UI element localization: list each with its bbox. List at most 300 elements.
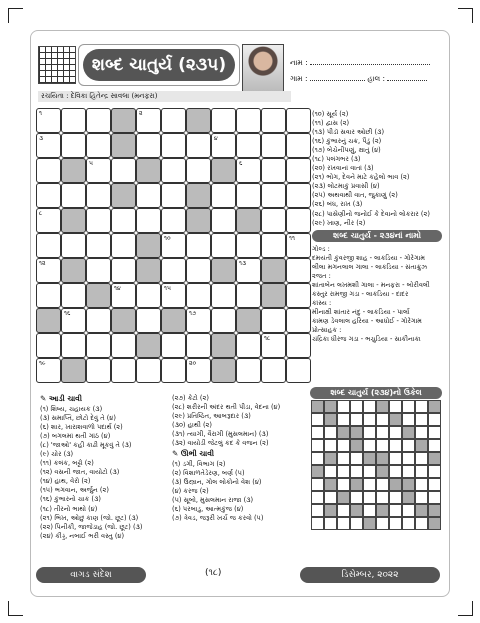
grid-cell[interactable] (261, 233, 286, 258)
grid-cell[interactable] (236, 333, 261, 358)
grid-cell[interactable] (211, 183, 236, 208)
grid-cell (186, 108, 211, 133)
answer-cell (350, 478, 363, 491)
author-credit: રચયિતા : દેવિકા હિતેન્દ્ર સાવલા (મનફરા) (38, 91, 291, 102)
grid-cell[interactable] (161, 183, 186, 208)
grid-cell[interactable] (261, 358, 286, 383)
crop-mark-bl (8, 601, 23, 616)
answer-cell (337, 400, 350, 413)
answer-cell (350, 504, 363, 517)
answer-cell (350, 400, 363, 413)
pencil-icon: ✎ (172, 449, 181, 458)
clue-item: (૧૮) પલંગભર (૩) (312, 155, 361, 164)
clue-item: (૨૧) ભિખ, ઓછું કાણ (જો. છૂટ) (૩) (40, 513, 139, 522)
clue-number: ૧૦ (164, 235, 171, 242)
clue-item: (૭) બગલમાં થતી ગાંઠ (૪) (40, 432, 111, 441)
grid-cell[interactable] (86, 108, 111, 133)
answer-cell (428, 491, 441, 504)
crop-mark-tl (8, 8, 23, 23)
grid-cell[interactable] (236, 158, 261, 183)
answer-cell (389, 439, 402, 452)
answer-cell (389, 400, 402, 413)
answer-cell (337, 491, 350, 504)
answer-cell (337, 517, 350, 530)
answer-cell (363, 439, 376, 452)
clue-number: ૧૭ (189, 310, 197, 317)
clue-item: (૩) સમાપ્તિ, છોટો દેવું તે (૪) (40, 414, 116, 423)
answer-cell (337, 439, 350, 452)
answer-cell (415, 413, 428, 426)
grid-cell[interactable] (286, 258, 311, 283)
clue-item: (૧૬) કુંભારનું ચક્ર, પૈડું (૨) (312, 137, 382, 146)
answer-cell (363, 452, 376, 465)
grid-cell[interactable] (111, 258, 136, 283)
answer-cell (376, 439, 389, 452)
grid-cell[interactable] (186, 333, 211, 358)
clue-item: (૧૮) તીરનો ભાથો (૪) (40, 504, 98, 513)
grid-cell[interactable] (86, 333, 111, 358)
grid-cell[interactable] (161, 233, 186, 258)
grid-cell[interactable] (136, 108, 161, 133)
clue-item: (૧૩) પીડૉ સવાર ઓછી (૩) (312, 128, 385, 137)
grid-cell[interactable] (211, 283, 236, 308)
grid-cell[interactable] (36, 208, 61, 233)
clue-number: ૧૫ (164, 285, 171, 292)
answer-cell (311, 465, 324, 478)
grid-cell (186, 208, 211, 233)
answer-cell (337, 504, 350, 517)
answer-cell (415, 452, 428, 465)
name-line (310, 64, 430, 65)
grid-cell (236, 308, 261, 333)
grid-cell[interactable] (286, 208, 311, 233)
answer-cell (402, 517, 415, 530)
answer-cell (428, 465, 441, 478)
grid-cell[interactable] (186, 133, 211, 158)
grid-cell[interactable] (286, 308, 311, 333)
grid-cell[interactable] (236, 108, 261, 133)
answer-cell (389, 465, 402, 478)
grid-cell[interactable] (61, 183, 86, 208)
answer-cell (389, 491, 402, 504)
answer-cell (350, 465, 363, 478)
answer-cell (350, 517, 363, 530)
grid-cell (211, 258, 236, 283)
answer-cell (311, 400, 324, 413)
clue-item: (૨૨) પિનીકી, જાજેડાહ (જો. છૂટ) (૩) (40, 522, 143, 531)
pencil-icon: ✎ (40, 394, 49, 403)
grid-cell[interactable] (86, 183, 111, 208)
grid-cell[interactable] (136, 358, 161, 383)
grid-cell[interactable] (161, 108, 186, 133)
answer-cell (376, 413, 389, 426)
down-heading: ✎ ઊભી ચાવી (172, 449, 215, 458)
grid-cell (111, 108, 136, 133)
answer-cell (311, 478, 324, 491)
grid-cell[interactable] (36, 108, 61, 133)
clue-item: (૧) ડગી, વિભાગ (૨) (172, 460, 226, 468)
grid-cell[interactable] (111, 333, 136, 358)
clue-item: (૧૫) ભગવાન, અર્જુન (૨) (40, 486, 109, 495)
grid-cell (36, 308, 61, 333)
right-clue-list (312, 110, 452, 228)
grid-cell[interactable] (86, 158, 111, 183)
across-clue-list (40, 405, 180, 541)
grid-cell (111, 183, 136, 208)
grid-cell[interactable] (186, 283, 211, 308)
answer-cell (428, 452, 441, 465)
grid-cell[interactable] (261, 183, 286, 208)
village-line (310, 80, 365, 81)
grid-cell[interactable] (36, 333, 61, 358)
grid-cell[interactable] (236, 133, 261, 158)
grid-cell[interactable] (136, 308, 161, 333)
name-field[interactable] (290, 58, 430, 68)
answer-cell (363, 465, 376, 478)
grid-cell[interactable] (111, 233, 136, 258)
answer-cell (311, 452, 324, 465)
crossword-logo (38, 46, 76, 84)
across-heading: ✎ આડી ચાવી (40, 394, 82, 403)
down-clue-list (172, 460, 312, 523)
answer-cell (350, 452, 363, 465)
grid-cell[interactable] (236, 233, 261, 258)
clue-item: દમયંતી કુંવરજી શાહ - લાકડિયા - ગોરેગામ (312, 254, 426, 263)
answer-cell (324, 504, 337, 517)
grid-cell[interactable] (111, 208, 136, 233)
grid-cell (61, 358, 86, 383)
clue-item: (૧૭) બેચેનીપણું, ક્ષાતું (૪) (312, 146, 381, 155)
answer-cell (376, 465, 389, 478)
clue-item: લીલા મગનલાલ ગાલા - લાકડિયા - સંતાક્રુઝ (312, 263, 428, 272)
answer-cell (402, 400, 415, 413)
grid-cell[interactable] (261, 133, 286, 158)
answer-cell (389, 517, 402, 530)
grid-cell[interactable] (86, 258, 111, 283)
grid-cell[interactable] (161, 258, 186, 283)
grid-cell[interactable] (286, 333, 311, 358)
answer-cell (376, 426, 389, 439)
grid-cell[interactable] (286, 158, 311, 183)
clue-number: ૩ (39, 135, 43, 142)
clue-number: ૧૪ (114, 285, 121, 292)
grid-cell[interactable] (61, 108, 86, 133)
grid-cell (61, 158, 86, 183)
answer-cell (350, 426, 363, 439)
answer-cell (389, 478, 402, 491)
grid-cell[interactable] (111, 158, 136, 183)
grid-cell[interactable] (286, 233, 311, 258)
grid-cell[interactable] (36, 233, 61, 258)
clue-item: કસ્તુર રામજી ગડા - લાકડિયા - દાદર (312, 290, 409, 299)
answer-cell (415, 426, 428, 439)
grid-cell[interactable] (136, 208, 161, 233)
clue-item: ચંદ્રિકા ધીરજ ગડા - ભચુડિયા - સાકીનાકા (312, 335, 421, 344)
grid-cell (211, 333, 236, 358)
answer-cell (363, 517, 376, 530)
clue-item: (૨૮) શરીરની અંદર થતી પીડા, વેદના (૪) (172, 403, 281, 412)
grid-cell[interactable] (211, 233, 236, 258)
clue-item: (૨) વિશાળતેડેરણ, બર્ણ (૫) (172, 469, 245, 478)
grid-cell[interactable] (36, 358, 61, 383)
clue-item: (૨૫) અથવાથી વાત, જુકાણું (૨) (312, 191, 398, 200)
answer-cell (376, 517, 389, 530)
clue-number: ૧૯ (39, 360, 46, 367)
clue-item: (૮) 'જાઓ' કહી કાઢી મૂકવું તે (૩) (40, 441, 132, 450)
winners-list (312, 245, 452, 345)
grid-cell[interactable] (111, 358, 136, 383)
grid-cell[interactable] (286, 283, 311, 308)
grid-cell[interactable] (136, 183, 161, 208)
clue-item: (૨૯) પ્રતિષ્ઠિત, આબરૂદાર (૩) (172, 412, 251, 421)
grid-cell[interactable] (236, 258, 261, 283)
grid-cell[interactable] (86, 358, 111, 383)
answer-cell (376, 504, 389, 517)
grid-cell[interactable] (161, 283, 186, 308)
grid-cell[interactable] (61, 133, 86, 158)
grid-cell[interactable] (61, 308, 86, 333)
grid-cell[interactable] (111, 283, 136, 308)
answer-cell (350, 439, 363, 452)
grid-cell[interactable] (86, 308, 111, 333)
clue-item: (૭) ત્રેવડ, જરૂરી ખર્ચ જ કરવો (૫) (172, 514, 264, 523)
clue-number: ૫ (89, 160, 93, 167)
answer-cell (428, 478, 441, 491)
answer-cell (428, 517, 441, 530)
answer-cell (324, 400, 337, 413)
answer-cell (415, 439, 428, 452)
crop-mark-br (458, 601, 473, 616)
grid-cell[interactable] (186, 358, 211, 383)
grid-cell[interactable] (286, 358, 311, 383)
grid-cell (136, 258, 161, 283)
answer-cell (389, 426, 402, 439)
grid-cell[interactable] (36, 158, 61, 183)
clue-item: કાંસ્ય : (312, 299, 332, 308)
grid-cell[interactable] (161, 158, 186, 183)
answer-cell (350, 413, 363, 426)
answer-cell (363, 491, 376, 504)
answer-cell (324, 452, 337, 465)
name-label: નામ : (290, 58, 308, 67)
answer-cell (324, 491, 337, 504)
answer-cell (376, 478, 389, 491)
grid-cell[interactable] (161, 358, 186, 383)
village-field[interactable] (290, 74, 427, 84)
grid-cell[interactable] (161, 208, 186, 233)
clue-number: ૮ (39, 210, 43, 217)
answer-cell (402, 491, 415, 504)
answer-cell (428, 413, 441, 426)
clue-number: ૧૬ (64, 310, 71, 317)
village-label: ગામ : (290, 74, 308, 83)
grid-cell (136, 158, 161, 183)
grid-cell[interactable] (36, 183, 61, 208)
grid-cell[interactable] (86, 233, 111, 258)
answer-cell (363, 413, 376, 426)
grid-cell[interactable] (236, 358, 261, 383)
clue-item: ૨જત : (312, 272, 331, 281)
answer-cell (337, 465, 350, 478)
answer-cell (324, 413, 337, 426)
author-photo (242, 44, 284, 92)
grid-cell (186, 183, 211, 208)
answer-cell (428, 400, 441, 413)
grid-cell[interactable] (261, 333, 286, 358)
answer-cell (311, 439, 324, 452)
answer-cell (389, 413, 402, 426)
clue-number: ૨૦ (189, 360, 197, 367)
grid-cell (136, 333, 161, 358)
grid-cell[interactable] (211, 208, 236, 233)
clue-item: (૨૦) રખવાનાં વાતાં (૩) (312, 164, 374, 173)
clue-item: (૯) ચોર (૩) (40, 450, 74, 459)
clue-item: (૧૨) વસની જાત, વાયોટો (૩) (40, 468, 120, 477)
page-title: શબ્દ ચાતુર્ય (૨૩૫) (83, 49, 235, 81)
clue-item: (૧) શિષ્ય, ચહાયક (૩) (40, 405, 103, 413)
clue-item: (૩૦) હાથી (૨) (172, 421, 212, 430)
clue-item: (૨૯) ખાણ, નીર (૨) (312, 218, 366, 227)
grid-cell[interactable] (186, 158, 211, 183)
answer-cell (415, 478, 428, 491)
grid-cell[interactable] (86, 133, 111, 158)
crop-mark-tr (458, 8, 473, 23)
clue-item: (૬) પરબાડુ, આત્મકુંજ (૪) (172, 505, 244, 514)
grid-cell[interactable] (61, 333, 86, 358)
grid-cell[interactable] (186, 258, 211, 283)
clue-item: (૫) સૂબો, મુસલમાન રાજા (૩) (172, 496, 254, 505)
grid-cell[interactable] (261, 308, 286, 333)
clue-item: (૨૬) બંધ, રાખ (૩) (312, 200, 363, 209)
clue-item: (૧૧) દ્વાસ (૨) (312, 119, 350, 128)
clue-number: ૧૮ (264, 335, 271, 342)
clue-item: (૧૪) હાથ, વેરો (૨) (40, 477, 91, 486)
grid-cell (86, 283, 111, 308)
grid-cell[interactable] (211, 308, 236, 333)
clue-item: મીનાક્ષી શાંતાર નંદુ - લાકડિયા - પાર્લા (312, 308, 410, 317)
place-line (387, 80, 427, 81)
grid-cell[interactable] (261, 108, 286, 133)
grid-cell[interactable] (261, 158, 286, 183)
answer-cell (337, 478, 350, 491)
answer-cell (402, 439, 415, 452)
answer-cell (415, 491, 428, 504)
clue-item: (૩૧) ત્યાગી, વૈરાગી (મુસલમાન) (૩) (172, 430, 269, 439)
grid-cell[interactable] (36, 133, 61, 158)
issue-date: ડિસેમ્બર, ૨૦૨૨ (300, 567, 440, 583)
answer-cell (363, 478, 376, 491)
grid-cell[interactable] (261, 208, 286, 233)
grid-cell[interactable] (286, 108, 311, 133)
answer-cell (415, 517, 428, 530)
grid-cell[interactable] (36, 258, 61, 283)
grid-cell[interactable] (86, 208, 111, 233)
grid-cell[interactable] (211, 108, 236, 133)
clue-item: (૩) ઉસ્ત્રાન, ગોલ લોકોનો વેશ (૪) (172, 478, 262, 487)
answer-cell (402, 426, 415, 439)
grid-cell (111, 133, 136, 158)
grid-cell[interactable] (61, 283, 86, 308)
answer-cell (324, 517, 337, 530)
magazine-name: વાગડ સંદેશ (36, 567, 146, 583)
grid-cell[interactable] (161, 333, 186, 358)
answer-cell (324, 439, 337, 452)
grid-cell[interactable] (211, 133, 236, 158)
answer-cell (311, 517, 324, 530)
answer-cell (402, 413, 415, 426)
answer-cell (376, 491, 389, 504)
clue-item: (૨૮) પાસેણીનો જનોઈ કે દેવાનો લોકરાર (૨) (312, 209, 430, 218)
answer-cell (324, 426, 337, 439)
clue-number: ૧ (39, 110, 42, 117)
clue-item: (૨૧) ભોગ, દેવને માટે કહેલો ભાવ (૨) (312, 173, 410, 182)
grid-cell (161, 308, 186, 333)
clue-number: ૧૧ (289, 235, 295, 242)
clue-item: ગોલ્ડ : (312, 245, 330, 253)
clue-number: ૪ (214, 135, 218, 142)
grid-cell[interactable] (286, 133, 311, 158)
place-label: હાલ : (367, 74, 386, 83)
grid-cell[interactable] (161, 133, 186, 158)
answer-cell (324, 478, 337, 491)
clue-item: (૪) કરજ (૨) (172, 487, 209, 496)
answer-cell (428, 426, 441, 439)
answer-cell (311, 413, 324, 426)
grid-cell (236, 208, 261, 233)
clue-item: કામણ ડેવલાલ હરિયા - આધોઈ - ગોરેગામ (312, 317, 422, 326)
grid-cell[interactable] (36, 283, 61, 308)
grid-cell[interactable] (61, 233, 86, 258)
answer-cell (363, 426, 376, 439)
answer-cell (337, 452, 350, 465)
answer-cell (415, 465, 428, 478)
clue-item: (૬) શાર, ખારાશવાળો પદાર્થ (૨) (40, 423, 123, 432)
answer-cell (350, 491, 363, 504)
answer-cell (428, 439, 441, 452)
answer-cell (311, 491, 324, 504)
grid-cell (211, 158, 236, 183)
clue-item: (૨૩) લોટમાકું પ્રવાસી (૪) (312, 182, 380, 191)
grid-cell (261, 283, 286, 308)
grid-cell[interactable] (236, 183, 261, 208)
grid-cell[interactable] (186, 233, 211, 258)
grid-cell[interactable] (136, 283, 161, 308)
answer-cell (376, 452, 389, 465)
page-number: (૧૮) (205, 568, 222, 578)
answer-cell (415, 400, 428, 413)
clue-item: શાંતાબેન લખમશી ગાલા - મનફરા - બોરીવલી (312, 281, 430, 290)
answer-cell (311, 504, 324, 517)
grid-cell[interactable] (186, 308, 211, 333)
answer-cell (324, 465, 337, 478)
answer-cell (402, 465, 415, 478)
clue-item: (૨૭) કેટો (૨) (172, 394, 209, 402)
answer-cell (389, 504, 402, 517)
names-heading: શબ્દ ચાતુર્ય - ૨૩૪નાં નામો (312, 230, 442, 242)
grid-cell[interactable] (286, 183, 311, 208)
grid-cell[interactable] (136, 133, 161, 158)
answer-cell (402, 452, 415, 465)
clue-item: પ્રોત્સાહક : (312, 326, 342, 335)
clue-item: (૧૬) કુંભારનો ચાક (૩) (40, 495, 101, 504)
grid-cell (111, 308, 136, 333)
answer-cell (402, 504, 415, 517)
across-clue-list-2 (172, 394, 312, 448)
grid-cell[interactable] (236, 283, 261, 308)
grid-cell (61, 208, 86, 233)
clue-number: ૨ (139, 110, 143, 117)
clue-item: (૨૪) કીડ્ડ, નબાઈ ભરી વસ્તુ (૪) (40, 531, 125, 540)
